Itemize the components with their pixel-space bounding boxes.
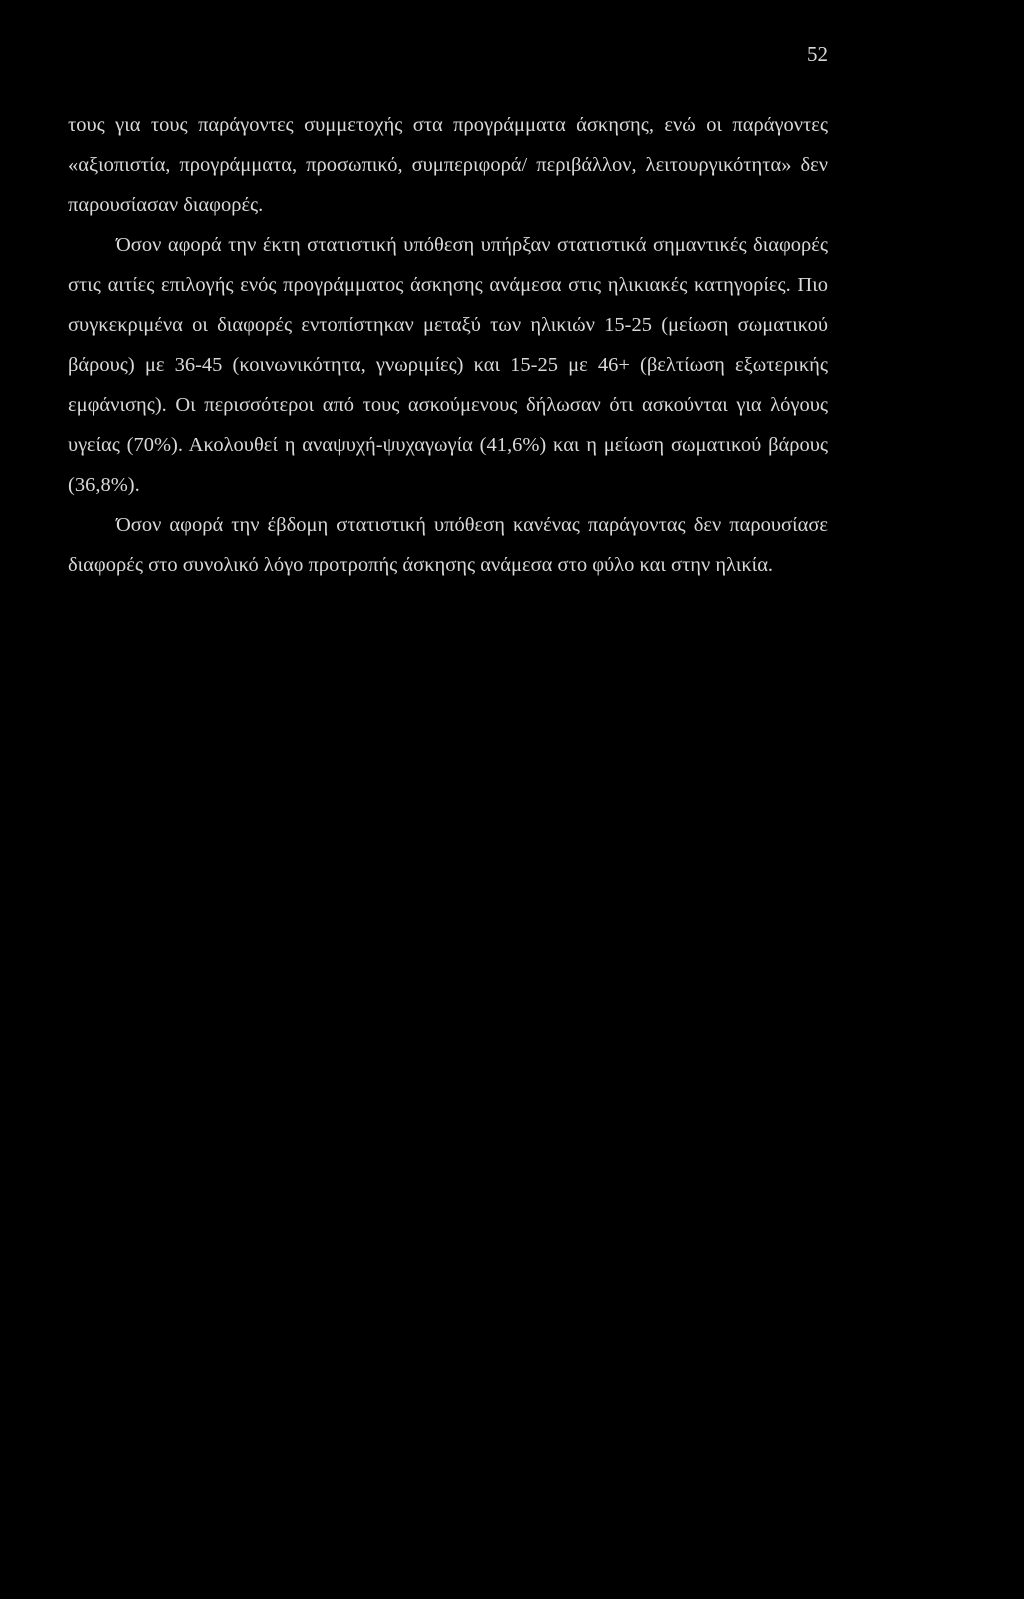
paragraph-sixth-hypothesis: Όσον αφορά την έκτη στατιστική υπόθεση υπήρξαν στατιστικά σημαντικές διαφορές στις αιτίες επιλογής ενός προγράμματος άσκησης ανάμεσα στις ηλικιακές κατηγορίες. Πιο συγκεκριμένα οι διαφορές εντοπίστηκαν μεταξύ των ηλικιών 15-25 (μείωση σωματικού βάρους) με 36-45 (κοινωνικότητα, γνωριμίες) και 15-25 με 46+ (βελτίωση εξωτερικής εμφάνισης). Οι περισσότεροι από τους ασκούμενους δήλωσαν ότι ασκούνται για λόγους υγείας (70%). Ακολουθεί η αναψυχή-ψυχαγωγία (41,6%) και η μείωση σωματικού βάρους (36,8%). — [68, 234, 828, 496]
page-number: 52 — [807, 42, 828, 66]
body-text — [68, 105, 828, 585]
paragraph-seventh-hypothesis: Όσον αφορά την έβδομη στατιστική υπόθεση κανένας παράγοντας δεν παρουσίασε διαφορές στο συνολικό λόγο προτροπής άσκησης ανάμεσα στο φύλο και στην ηλικία. — [68, 514, 828, 576]
paragraph-continuation: τους για τους παράγοντες συμμετοχής στα προγράμματα άσκησης, ενώ οι παράγοντες «αξιοπιστία, προγράμματα, προσωπικό, συμπεριφορά/ περιβάλλον, λειτουργικότητα» δεν παρουσίασαν διαφορές. — [68, 114, 828, 216]
